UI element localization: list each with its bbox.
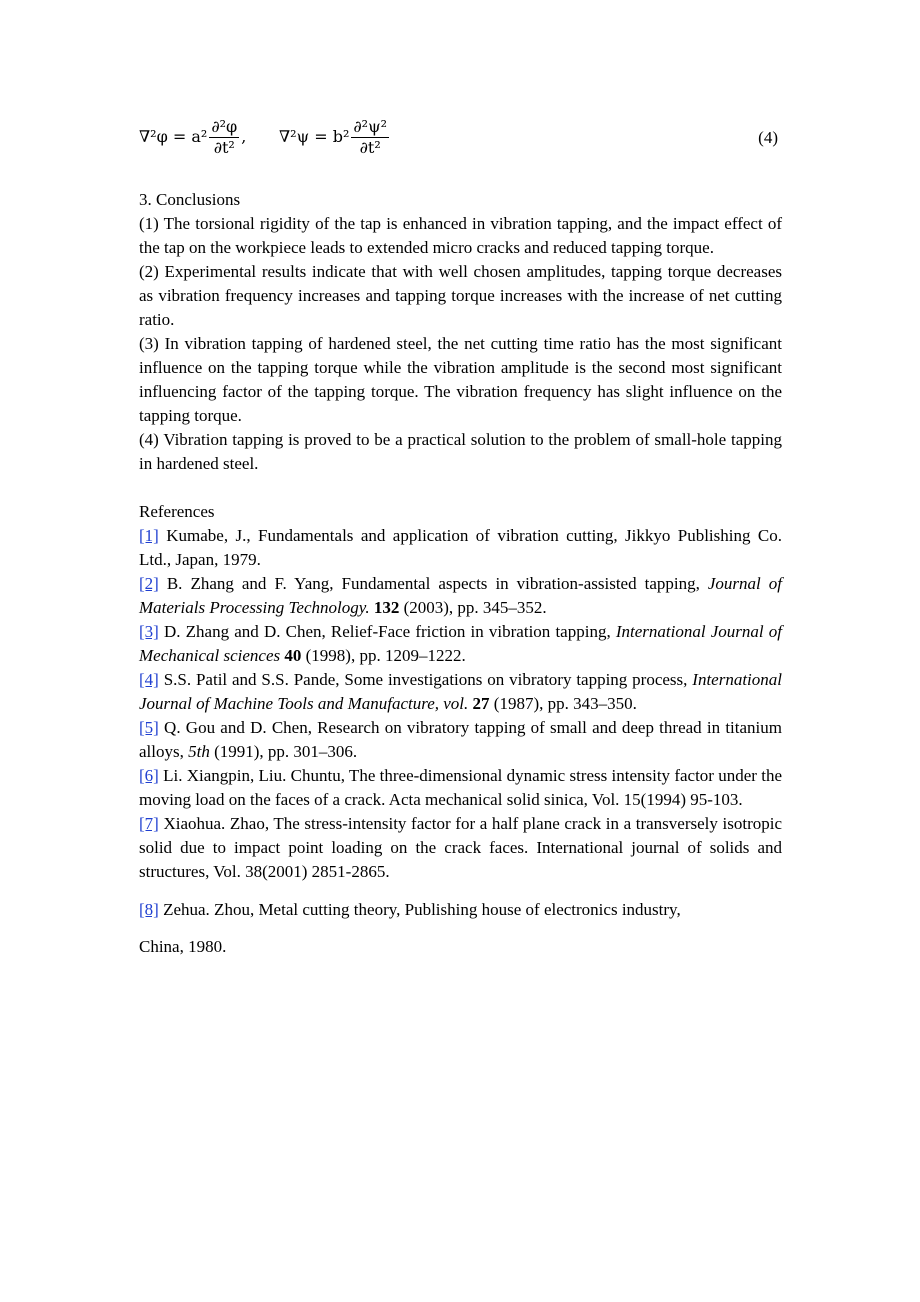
- eq-separator: ,: [241, 127, 247, 146]
- fraction-denominator: ∂t²: [213, 137, 235, 157]
- volume-number: 40: [280, 646, 302, 665]
- reference-link[interactable]: [6]: [139, 766, 159, 785]
- fraction-numerator: ∂²ψ²: [353, 116, 388, 136]
- reference-link[interactable]: [4]: [139, 670, 159, 689]
- reference-link[interactable]: [2]: [139, 574, 159, 593]
- journal-title: 5th: [188, 742, 210, 761]
- fraction-phi: [209, 117, 239, 158]
- equation-4: [139, 112, 782, 162]
- equation-part-psi: [279, 112, 391, 162]
- reference-item: [1] Kumabe, J., Fundamentals and application of vibration cutting, Jikkyo Publishing Co. Ltd., Japan, 1979.: [139, 526, 782, 569]
- reference-link[interactable]: [7]: [139, 814, 159, 833]
- eq-lhs-psi: ∇²ψ = b²: [279, 127, 350, 146]
- reference-item-continuation: China, 1980.: [139, 937, 227, 956]
- volume-number: 27: [468, 694, 490, 713]
- reference-link[interactable]: [1]: [139, 526, 159, 545]
- journal-title: International Journal of Machine Tools and Manufacture, vol.: [139, 670, 782, 713]
- journal-title: Journal of Materials Processing Technology.: [139, 574, 782, 617]
- fraction-denominator: ∂t²: [359, 137, 381, 157]
- eq-lhs-phi: ∇²φ = a²: [139, 127, 208, 146]
- equation-part-phi: [139, 112, 246, 162]
- reference-link[interactable]: [3]: [139, 622, 159, 641]
- volume-number: 132: [369, 598, 400, 617]
- reference-item: [2] B. Zhang and F. Yang, Fundamental aspects in vibration-assisted tapping, Journal of Materials Processing Technology. 132 (2003), pp. 345–352.: [139, 574, 782, 617]
- reference-item: [7] Xiaohua. Zhao, The stress-intensity factor for a half plane crack in a transversely isotropic solid due to impact point loading on the crack faces. International journal of solids and structures, Vol. 38(2001) 2851-2865.: [139, 814, 782, 881]
- conclusion-item: (2) Experimental results indicate that with well chosen amplitudes, tapping torque decreases as vibration frequency increases and tapping torque increases with the increase of net cutting ratio.: [139, 262, 782, 329]
- journal-title: International Journal of Mechanical sciences: [139, 622, 782, 665]
- reference-item: [8] Zehua. Zhou, Metal cutting theory, Publishing house of electronics industry,: [139, 900, 681, 919]
- reference-link[interactable]: [8]: [139, 900, 159, 919]
- reference-item: [5] Q. Gou and D. Chen, Research on vibratory tapping of small and deep thread in titanium alloys, 5th (1991), pp. 301–306.: [139, 718, 782, 761]
- equation-number: (4): [758, 128, 778, 147]
- section-heading: 3. Conclusions: [139, 190, 241, 209]
- reference-item: [4] S.S. Patil and S.S. Pande, Some investigations on vibratory tapping process, International Journal of Machine Tools and Manufacture, vol. 27 (1987), pp. 343–350.: [139, 670, 782, 713]
- reference-item: [6] Li. Xiangpin, Liu. Chuntu, The three-dimensional dynamic stress intensity factor under the moving load on the faces of a crack. Acta mechanical solid sinica, Vol. 15(1994) 95-103.: [139, 766, 782, 809]
- fraction-psi: [351, 117, 389, 158]
- fraction-numerator: ∂²φ: [211, 116, 238, 136]
- conclusion-item: (1) The torsional rigidity of the tap is enhanced in vibration tapping, and the impact effect of the tap on the workpiece leads to extended micro cracks and reduced tapping torque.: [139, 214, 782, 257]
- reference-link[interactable]: [5]: [139, 718, 159, 737]
- conclusion-item: (4) Vibration tapping is proved to be a practical solution to the problem of small-hole tapping in hardened steel.: [139, 430, 782, 473]
- conclusion-item: (3) In vibration tapping of hardened steel, the net cutting time ratio has the most significant influence on the tapping torque while the vibration amplitude is the second most significant influencing factor of the tapping torque. The vibration frequency has slight influence on the tapping torque.: [139, 334, 782, 425]
- document-body: [139, 112, 782, 959]
- references-heading: References: [139, 502, 215, 521]
- reference-item: [3] D. Zhang and D. Chen, Relief-Face friction in vibration tapping, International Journal of Mechanical sciences 40 (1998), pp. 1209–1222.: [139, 622, 782, 665]
